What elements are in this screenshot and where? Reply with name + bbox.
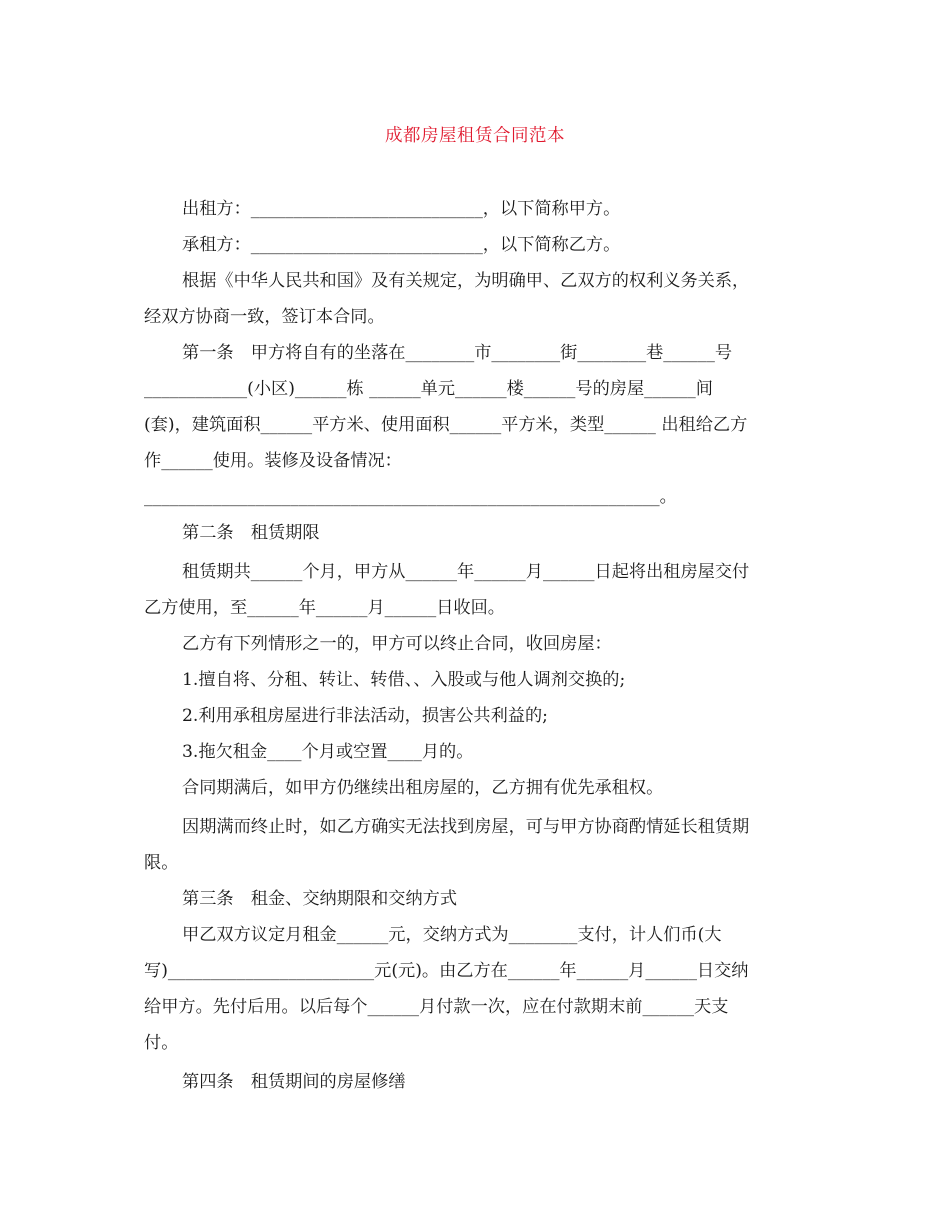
article-3-line-2: 写)________________________元(元)。由乙方在______年______月______日交纳 [144,961,749,981]
article-3-heading: 第三条 租金、交纳期限和交纳方式 [182,889,458,909]
termination-item-3: 3.拖欠租金____个月或空置____月的。 [182,742,474,762]
article-1-line-1: 第一条 甲方将自有的坐落在________市________街________巷______号 [182,343,733,363]
article-3-line-1: 甲乙双方议定月租金______元，交纳方式为________支付，计人们币(大 [182,925,722,945]
article-1-line-2: ____________(小区)______栋 ______单元______楼______号的房屋______间 [144,379,713,399]
article-1-line-4: 作______使用。装修及设备情况： [144,451,402,471]
lessee-line: 承租方：___________________________，以下简称乙方。 [182,235,621,255]
article-2-line-2: 乙方使用，至______年______月______日收回。 [144,598,505,618]
extension-line-2: 限。 [144,853,179,873]
preamble-line-2: 经双方协商一致，签订本合同。 [144,307,385,327]
article-1-line-5: ____________________________________________________________。 [144,487,677,507]
extension-line-1: 因期满而终止时，如乙方确实无法找到房屋，可与甲方协商酌情延长租赁期 [182,817,750,837]
renewal-priority: 合同期满后，如甲方仍继续出租房屋的，乙方拥有优先承租权。 [182,778,664,798]
article-2-line-1: 租赁期共______个月，甲方从______年______月______日起将出租房屋交付 [182,562,750,582]
article-1-line-3: (套)，建筑面积______平方米、使用面积______平方米，类型______ 出租给乙方 [144,415,748,435]
termination-item-2: 2.利用承租房屋进行非法活动，损害公共利益的; [182,706,548,726]
lessor-line: 出租方：___________________________，以下简称甲方。 [182,199,621,219]
termination-intro: 乙方有下列情形之一的，甲方可以终止合同，收回房屋： [182,634,612,654]
article-2-heading: 第二条 租赁期限 [182,523,320,543]
termination-item-1: 1.擅自将、分租、转让、转借、、入股或与他人调剂交换的; [182,670,626,690]
article-4-heading: 第四条 租赁期间的房屋修缮 [182,1072,406,1092]
document-title: 成都房屋租赁合同范本 [385,126,565,146]
article-3-line-4: 付。 [144,1033,179,1053]
preamble-line-1: 根据《中华人民共和国》及有关规定，为明确甲、乙双方的权利义务关系， [182,271,750,291]
article-3-line-3: 给甲方。先付后用。以后每个______月付款一次，应在付款期末前______天支 [144,997,729,1017]
